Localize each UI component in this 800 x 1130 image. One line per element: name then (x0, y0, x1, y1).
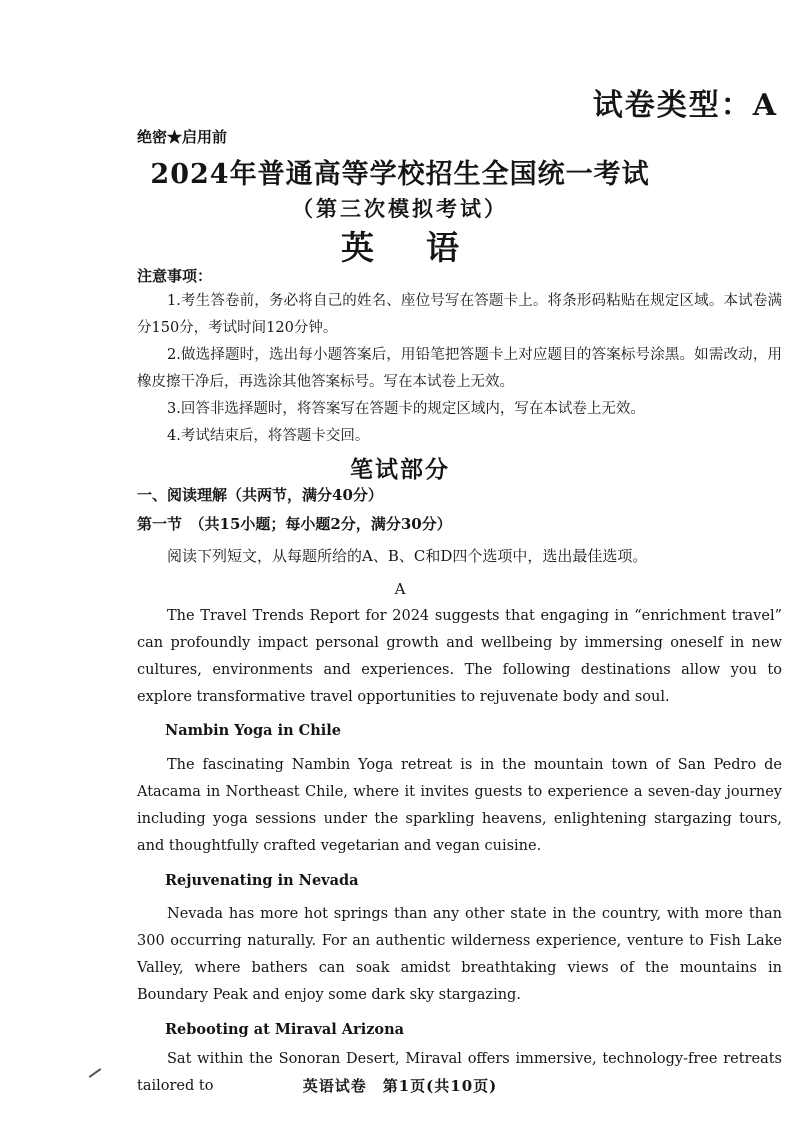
page-footer: 英语试卷 第1页(共10页) (302, 1077, 498, 1095)
confidential-mark: 绝密★启用前 (137, 128, 228, 146)
item-heading-arizona: Rebooting at Miraval Arizona (165, 1021, 405, 1038)
notice-item-3: 3.回答非选择题时，将答案写在答题卡的规定区域内，写在本试卷上无效。 (167, 401, 645, 417)
section-title: 笔试部分 (350, 456, 450, 483)
part-heading: 一、阅读理解（共两节，满分40分） (137, 486, 383, 504)
item-body-arizona: Sat within the Sonoran Desert, Miraval offers immersive, technology-free retreats tailored to (137, 1051, 782, 1094)
notice-item-1: 1.考生答卷前，务必将自己的姓名、座位号写在答题卡上。将条形码粘贴在规定区域。本试卷满分150分，考试时间120分钟。 (137, 293, 782, 336)
exam-type-label: 试卷类型：A (592, 88, 778, 123)
exam-subtitle: （第三次模拟考试） (292, 196, 508, 221)
reading-instruction: 阅读下列短文，从每题所给的A、B、C和D四个选项中，选出最佳选项。 (167, 547, 648, 565)
subject-title: 英语 (341, 228, 511, 267)
notice-heading: 注意事项： (137, 267, 213, 285)
item-heading-nevada: Rejuvenating in Nevada (165, 872, 359, 889)
notice-item-4: 4.考试结束后，将答题卡交回。 (167, 428, 370, 444)
section-heading: 第一节 （共15小题；每小题2分，满分30分） (137, 515, 452, 533)
passage-letter: A (394, 580, 406, 598)
item-body-nevada: Nevada has more hot springs than any other state in the country, with more than 300 occurring naturally. For an authentic wilderness experience, venture to Fish Lake Valley, where bathers can soak amidst breathtaking views of the mountains in Boundary Peak and enjoy some dark sky stargazing. (137, 906, 782, 1003)
item-body-chile: The fascinating Nambin Yoga retreat is in the mountain town of San Pedro de Atacama in Northeast Chile, where it invites guests to experience a seven-day journey including yoga sessions under the sparkling heavens, enlightening stargazing tours, and thoughtfully crafted vegetarian and vegan cuisine. (137, 757, 782, 854)
exam-title: 2024年普通高等学校招生全国统一考试 (150, 159, 650, 190)
passage-intro: The Travel Trends Report for 2024 suggests that engaging in “enrichment travel” can profoundly impact personal growth and wellbeing by immersing oneself in new cultures, environments and experiences. The following destinations allow you to explore transformative travel opportunities to rejuvenate body and soul. (137, 608, 782, 705)
notice-item-2: 2.做选择题时，选出每小题答案后，用铅笔把答题卡上对应题目的答案标号涂黑。如需改动，用橡皮擦干净后，再选涂其他答案标号。写在本试卷上无效。 (137, 347, 782, 390)
item-heading-chile: Nambin Yoga in Chile (165, 722, 341, 739)
